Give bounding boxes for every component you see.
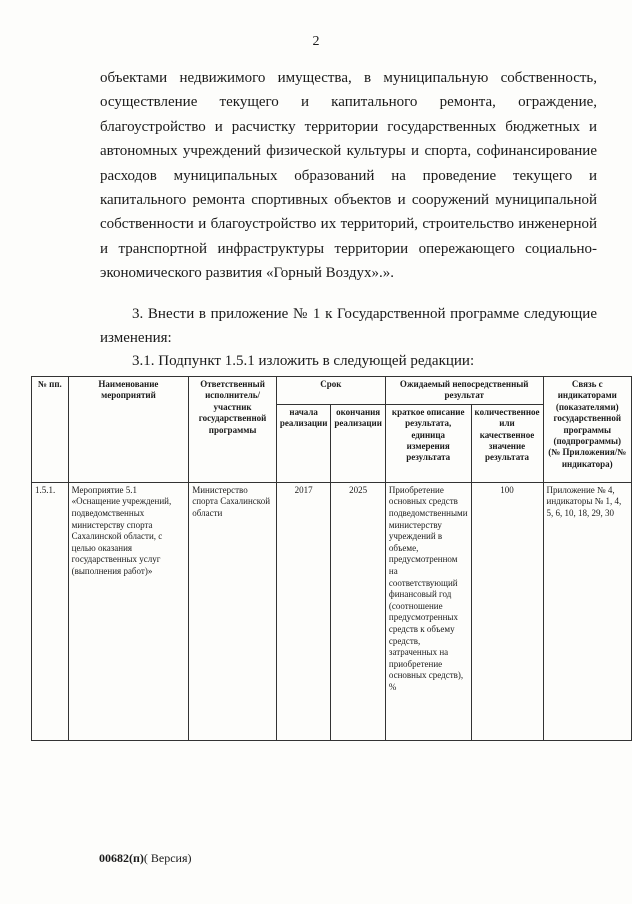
paragraph-continuation [100, 66, 597, 286]
text-line: капитального ремонта спортивных объектов и сооружений муниципальной [100, 192, 597, 209]
cell-num: 1.5.1. [32, 482, 69, 740]
cell-start: 2017 [276, 482, 331, 740]
header-name: Наименование мероприятий [68, 377, 189, 483]
text-line: расходов муниципальных образований на проведение текущего и [100, 167, 597, 184]
document-code: 00682(п) [99, 851, 144, 865]
header-term: Срок [276, 377, 385, 405]
text-line: осуществление текущего и капитального ремонта, ограждение, [100, 94, 597, 111]
paragraph-3-text: 3. Внести в приложение № 1 к Государственной программе следующие изменения: [100, 306, 597, 346]
measures-table [31, 376, 632, 741]
header-link: Связь с индикаторами (показателями) государственной программы (подпрограммы) (№ Приложения/№ индикатора) [543, 377, 632, 483]
cell-name: Мероприятие 5.1 «Оснащение учреждений, подведомственных министерству спорта Сахалинской области, с целью оказания государственных услуг (выполнения работ)» [68, 482, 189, 740]
text-line: собственности и благоустройство их территорий, строительство инженерной [100, 216, 597, 233]
header-term-end: окончания реализации [331, 404, 385, 482]
cell-link: Приложение № 4, индикаторы № 1, 4, 5, 6, 10, 18, 29, 30 [543, 482, 632, 740]
text-line: объектами недвижимого имущества, в муниципальную собственность, [100, 70, 597, 86]
cell-responsible: Министерство спорта Сахалинской области [189, 482, 277, 740]
text-line: и транспортной инфраструктуры территории опережающего социально- [100, 240, 597, 257]
paragraph-3-1: 3.1. Подпункт 1.5.1 изложить в следующей редакции: [132, 353, 475, 369]
header-term-start: начала реализации [276, 404, 331, 482]
text-line: благоустройство и расчистку территории государственных бюджетных и [100, 118, 597, 135]
header-num: № пп. [32, 377, 69, 483]
document-version: ( Версия) [143, 851, 192, 865]
header-responsible: Ответственный исполнитель/участник государственной программы [189, 377, 277, 483]
text-line: экономического развития «Горный Воздух».». [100, 265, 394, 282]
cell-end: 2025 [331, 482, 385, 740]
header-expected-value: количественное или качественное значение результата [471, 404, 543, 482]
text-line: автономных учреждений физической культуры и спорта, софинансирование [100, 143, 597, 160]
header-expected-desc: краткое описание результата, единица измерения результата [385, 404, 471, 482]
footer [99, 851, 192, 866]
header-expected: Ожидаемый непосредственный результат [385, 377, 543, 405]
page-number: 2 [312, 34, 320, 49]
paragraph-3 [100, 302, 597, 350]
cell-result-value: 100 [471, 482, 543, 740]
cell-result-desc: Приобретение основных средств подведомственными министерству учреждений в объеме, предусмотренном на соответствующий финансовый год (соотношение предусмотренных средств к объему средств, затраченных на приобретение основных средств), % [385, 482, 471, 740]
table-row [32, 482, 632, 740]
